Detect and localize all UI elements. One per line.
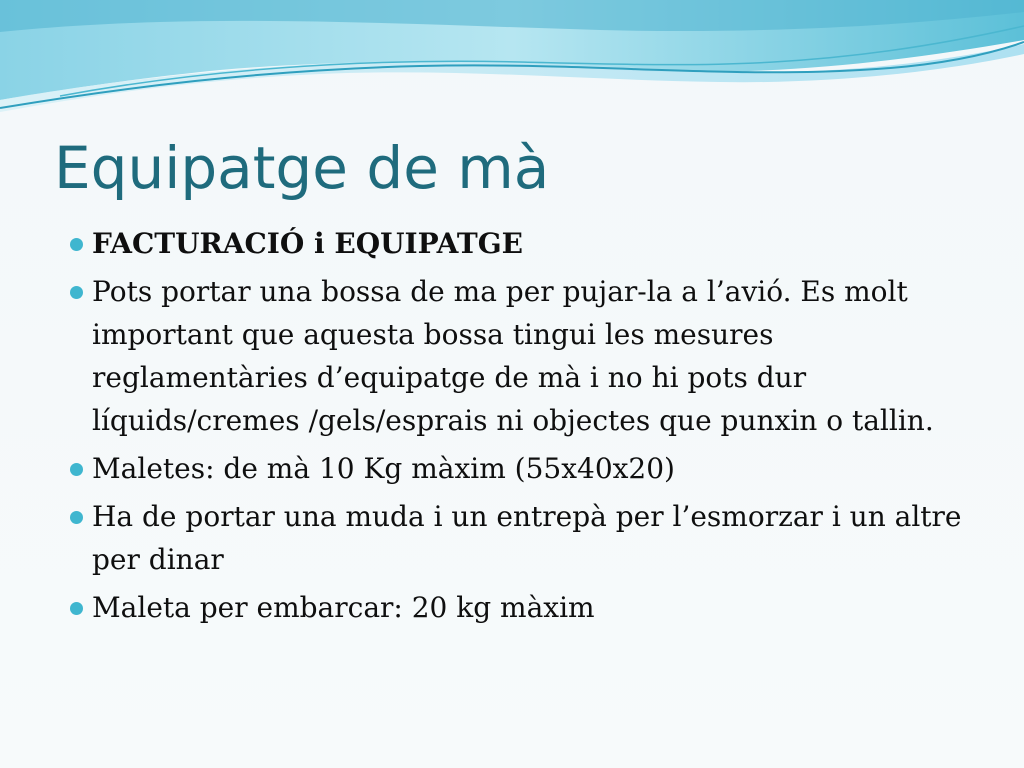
bullet-text: Pots portar una bossa de ma per pujar-la a l’avió. Es molt important que aquesta bossa tingui les mesures reglamentàries d’equipatge de mà i no hi pots dur líquids/cremes /gels/esprais ni objectes que punxin o tallin. bbox=[92, 275, 934, 437]
bullet-dot-icon bbox=[70, 511, 83, 524]
bullet-list bbox=[62, 222, 982, 634]
wave-header-decoration bbox=[0, 0, 1024, 140]
bullet-item bbox=[62, 270, 982, 442]
bullet-item bbox=[62, 586, 982, 629]
bullet-item bbox=[62, 495, 982, 581]
bullet-item bbox=[62, 447, 982, 490]
bullet-text: Maletes: de mà 10 Kg màxim (55x40x20) bbox=[92, 452, 675, 485]
bullet-text: FACTURACIÓ i EQUIPATGE bbox=[92, 227, 523, 260]
bullet-item bbox=[62, 222, 982, 265]
bullet-dot-icon bbox=[70, 463, 83, 476]
bullet-dot-icon bbox=[70, 238, 83, 251]
bullet-text: Ha de portar una muda i un entrepà per l’esmorzar i un altre per dinar bbox=[92, 500, 962, 576]
bullet-dot-icon bbox=[70, 602, 83, 615]
bullet-text: Maleta per embarcar: 20 kg màxim bbox=[92, 591, 595, 624]
bullet-dot-icon bbox=[70, 286, 83, 299]
slide-title: Equipatge de mà bbox=[54, 134, 550, 202]
